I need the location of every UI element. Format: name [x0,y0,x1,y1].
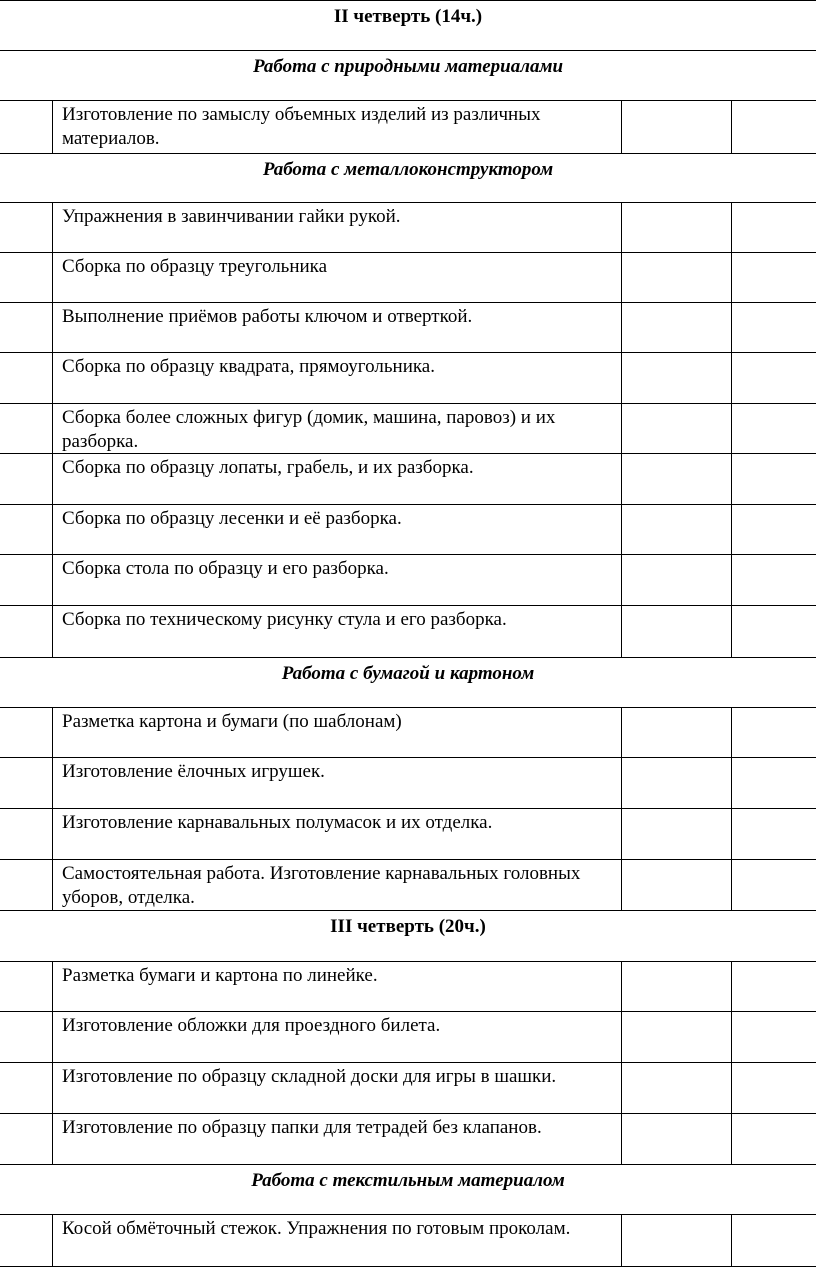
section-title: III четверть (20ч.) [330,916,486,937]
column-divider [621,302,622,352]
lesson-topic: Изготовление карнавальных полумасок и их отделка. [62,812,493,833]
row-border [0,0,816,1]
column-divider [52,504,53,554]
column-divider [621,1214,622,1266]
column-divider [621,961,622,1011]
section-title: Работа с текстильным материалом [251,1170,565,1191]
table-row [0,707,816,757]
column-divider [731,403,732,453]
table-row [0,961,816,1011]
section-title: II четверть (14ч.) [333,6,483,27]
table-row [0,1113,816,1164]
lesson-topic: Разметка картона и бумаги (по шаблонам) [62,711,402,732]
row-border [0,859,816,860]
column-divider [621,1113,622,1164]
section-title: Работа с металлоконструктором [262,159,554,180]
table-row [0,808,816,859]
column-divider [731,707,732,757]
table-row [0,100,816,153]
lesson-topic: Сборка более сложных фигур (домик, машина, паровоз) и их разборка. [62,407,556,452]
row-border [0,1214,816,1215]
table-row [0,202,816,252]
row-border [0,1164,816,1165]
column-divider [52,554,53,605]
column-divider [621,252,622,302]
row-border [0,1113,816,1114]
column-divider [621,757,622,808]
column-divider [621,403,622,453]
column-divider [731,252,732,302]
lesson-topic: Изготовление по образцу папки для тетрадей без клапанов. [62,1117,542,1138]
table-row [0,757,816,808]
lesson-topic: Сборка по образцу лесенки и её разборка. [62,508,402,529]
table-row [0,1011,816,1062]
table-row [0,1214,816,1266]
row-border [0,302,816,303]
row-border [0,554,816,555]
lesson-topic: Изготовление по образцу складной доски для игры в шашки. [62,1066,557,1087]
table-row [0,453,816,504]
row-border [0,504,816,505]
column-divider [621,1062,622,1113]
column-divider [731,302,732,352]
row-border [0,910,816,911]
column-divider [731,1113,732,1164]
row-border [0,403,816,404]
column-divider [621,605,622,657]
column-divider [621,100,622,153]
row-border [0,808,816,809]
table-row [0,1062,816,1113]
column-divider [731,100,732,153]
column-divider [731,1062,732,1113]
section-header-row [0,0,816,50]
table-bottom-border [0,1266,816,1267]
column-divider [52,961,53,1011]
column-divider [731,961,732,1011]
column-divider [731,605,732,657]
section-header-row [0,50,816,100]
column-divider [52,302,53,352]
column-divider [731,757,732,808]
column-divider [621,504,622,554]
row-border [0,657,816,658]
section-header-row [0,153,816,202]
row-border [0,252,816,253]
row-border [0,453,816,454]
column-divider [621,707,622,757]
lesson-topic: Сборка по образцу квадрата, прямоугольника. [62,356,435,377]
column-divider [52,453,53,504]
column-divider [731,202,732,252]
lesson-topic: Сборка по образцу треугольника [62,256,328,277]
row-border [0,100,816,101]
table-row [0,859,816,910]
column-divider [731,1214,732,1266]
column-divider [52,252,53,302]
column-divider [52,1113,53,1164]
lesson-topic: Упражнения в завинчивании гайки рукой. [62,206,401,227]
column-divider [621,352,622,403]
table-row [0,252,816,302]
row-border [0,605,816,606]
lesson-topic: Разметка бумаги и картона по линейке. [62,965,378,986]
column-divider [621,808,622,859]
column-divider [731,504,732,554]
column-divider [731,352,732,403]
section-title: Работа с природными материалами [252,56,564,77]
row-border [0,961,816,962]
lesson-topic: Изготовление по замыслу объемных изделий из различных материалов. [62,104,541,149]
column-divider [621,202,622,252]
section-header-row [0,1164,816,1214]
lesson-topic: Косой обмёточный стежок. Упражнения по готовым проколам. [62,1218,571,1239]
table-row [0,554,816,605]
lesson-topic: Выполнение приёмов работы ключом и отверткой. [62,306,473,327]
section-header-row [0,910,816,961]
column-divider [52,859,53,910]
column-divider [52,757,53,808]
column-divider [52,403,53,453]
column-divider [52,202,53,252]
table-row [0,352,816,403]
row-border [0,153,816,154]
column-divider [731,859,732,910]
row-border [0,50,816,51]
row-border [0,1062,816,1063]
row-border [0,707,816,708]
row-border [0,202,816,203]
column-divider [621,554,622,605]
row-border [0,757,816,758]
table-row [0,403,816,453]
table-row [0,504,816,554]
column-divider [52,1062,53,1113]
column-divider [52,605,53,657]
column-divider [621,453,622,504]
column-divider [52,100,53,153]
column-divider [52,1011,53,1062]
column-divider [731,554,732,605]
column-divider [621,1011,622,1062]
lesson-topic: Сборка по образцу лопаты, грабель, и их разборка. [62,457,474,478]
column-divider [52,707,53,757]
row-border [0,1011,816,1012]
lesson-topic: Изготовление обложки для проездного билета. [62,1015,441,1036]
column-divider [621,859,622,910]
lesson-topic: Самостоятельная работа. Изготовление карнавальных головных уборов, отделка. [62,863,581,908]
table-row [0,302,816,352]
column-divider [52,352,53,403]
section-title: Работа с бумагой и картоном [281,663,535,684]
lesson-topic: Сборка стола по образцу и его разборка. [62,558,389,579]
column-divider [731,808,732,859]
column-divider [52,1214,53,1266]
lesson-topic: Сборка по техническому рисунку стула и его разборка. [62,609,507,630]
section-header-row [0,657,816,707]
column-divider [52,808,53,859]
row-border [0,352,816,353]
column-divider [731,453,732,504]
lesson-topic: Изготовление ёлочных игрушек. [62,761,325,782]
table-row [0,605,816,657]
column-divider [731,1011,732,1062]
